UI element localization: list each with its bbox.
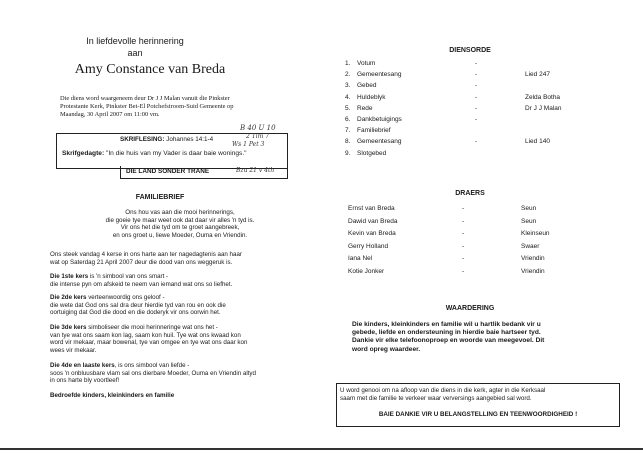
bearer-name: Iana Nel: [348, 255, 373, 263]
order-number: 5.: [345, 104, 351, 112]
order-number: 2.: [345, 71, 351, 79]
text-line: wat op Saterdag 21 April 2007 deur die dood van ons weggeruk is.: [50, 258, 233, 266]
candle-lead: Die 3de kers: [50, 324, 87, 331]
service-line: Protestante Kerk, Pinkster Bet-El Potchefstroom-Suid Gemeente op: [60, 103, 234, 111]
motto-label: Skrifgedagte:: [62, 150, 105, 157]
bearer-name: Dawid van Breda: [348, 217, 398, 225]
text-line: simboliseer die mooi herinneringe wat ons het -: [86, 324, 218, 331]
order-number: 1.: [345, 60, 351, 67]
candle-4: [50, 362, 300, 385]
text-line: oortuiging dat God die dood en die doderyk vir ons oorwin het.: [50, 309, 221, 317]
letter-title: FAMILIEBRIEF: [135, 194, 185, 201]
thanks-line: Dankie vir elke telefoonoproep en woorde van meegevoel. Dit: [352, 337, 545, 345]
bearer-name: Kotie Jonker: [348, 268, 385, 275]
order-dash: -: [475, 104, 478, 112]
order-item: Rede: [357, 104, 373, 112]
bearer-relation: Seun: [521, 205, 537, 212]
order-item: Gebed: [357, 82, 377, 90]
bearer-name: Kevin van Breda: [348, 230, 396, 238]
poem: [60, 209, 300, 239]
candle-lead: Die 1ste kers: [50, 273, 89, 280]
reception-text: [340, 387, 618, 402]
order-dash: -: [475, 71, 478, 79]
text-line: die wete dat God ons sal dra deur hierdie tyd van rou en ook die: [50, 301, 226, 309]
text-line: verteenwoordig ons geloof -: [86, 294, 165, 301]
heading-in-memory: In liefdevolle herinnering: [86, 36, 184, 46]
candle-lead: Die 4de en laaste kers: [50, 362, 115, 369]
order-number: 7.: [345, 127, 351, 135]
bearer-relation: Vriendin: [521, 255, 545, 263]
order-leader: Lied 140: [525, 138, 550, 146]
bearer-dash: -: [462, 217, 465, 225]
bearer-dash: -: [462, 230, 465, 238]
order-leader: Dr J J Malan: [525, 104, 562, 112]
candle-2: [50, 294, 300, 317]
thanks-line: word opreg waardeer.: [352, 345, 421, 353]
handwritten-land: Bzu 21 v 4th: [236, 167, 275, 174]
order-title: DIENSORDE: [449, 47, 491, 54]
bearer-name: Gerry Holland: [348, 242, 389, 250]
bearer-relation: Swaer: [521, 242, 540, 250]
order-number: 6.: [345, 116, 351, 123]
thanks-title: WAARDERING: [445, 305, 495, 312]
thanks-line: Die kinders, kleinkinders en familie wil u hartlik bedank vir u: [352, 321, 541, 328]
order-leader: Lied 247: [525, 71, 550, 79]
order-leader: Zelda Botha: [525, 93, 561, 101]
candle-lead: Die 2de kers: [50, 294, 87, 301]
text-line: van tye wat ons saam kon lag, saam kon huil. Tye wat ons kwaad kon: [50, 331, 241, 339]
order-dash: -: [475, 60, 478, 67]
poem-line: en ons groet u, liewe Moeder, Ouma en Vriendin.: [112, 231, 248, 239]
order-number: 3.: [345, 82, 351, 90]
text-line: wees vir mekaar.: [50, 346, 97, 354]
poem-line: die goeie tye maar weet ook dat daar vir alles 'n tyd is.: [105, 216, 255, 224]
service-line: Die diens word waargeneem deur Dr J J Malan vanuit die Pinkster: [60, 95, 230, 102]
bottom-border: [0, 448, 643, 450]
bearers-title: DRAERS: [455, 190, 485, 197]
bearer-relation: Seun: [521, 217, 537, 225]
text-line: is 'n simbool van ons smart -: [88, 273, 169, 280]
order-dash: -: [475, 82, 478, 90]
text-line: , is ons simbool van liefde -: [114, 362, 190, 369]
deceased-name: Amy Constance van Breda: [74, 62, 226, 77]
handwritten-scripture-2: Ws 1 Pet 3: [232, 141, 265, 148]
bearer-dash: -: [462, 255, 465, 263]
text-line: word vir mekaar, maar bowenal, tye van omgee en tye wat ons daar kon: [50, 339, 248, 347]
scripture-ref: Johannes 14:1-4: [166, 136, 214, 143]
thanks-line: gebede, liefde en ondersteuning in hierdie baie hartseer tyd.: [352, 329, 541, 337]
order-number: 9.: [345, 149, 351, 157]
order-item: Familiebrief: [357, 127, 391, 135]
bearer-name: Ernst van Breda: [348, 205, 395, 212]
order-item: Slotgebed: [357, 149, 387, 157]
motto-text: "In die huis van my Vader is daar baie wonings.": [105, 150, 247, 157]
order-number: 4.: [345, 93, 351, 101]
service-text: [60, 95, 300, 120]
reception-line: U word genooi om na afloop van die diens in die kerk, agter in die Kerksaal: [340, 387, 546, 394]
footer-thanks: BAIE DANKIE VIR U BELANGSTELLING EN TEENWOORDIGHEID !: [378, 411, 578, 418]
bearer-dash: -: [462, 205, 465, 212]
text-line: Ons steek vandag 4 kerse in ons harte aan ter nagedagtenis aan haar: [50, 251, 242, 258]
poem-line: Ons hou vas aan die mooi herinnerings,: [125, 209, 235, 216]
candle-1: [50, 273, 300, 288]
order-dash: -: [475, 138, 478, 146]
order-item: Votum: [357, 60, 376, 67]
bearer-dash: -: [462, 268, 465, 275]
signoff: Bedroefde kinders, kleinkinders en familie: [50, 392, 175, 399]
poem-line: Vir ons het die tyd om te groet aangebreek,: [120, 224, 240, 232]
order-item: Gemeentesang: [357, 138, 402, 146]
candles-intro: [50, 251, 300, 266]
bearer-relation: Kleinseun: [521, 230, 550, 238]
service-line: Maandag, 30 April 2007 om 11:00 vm.: [60, 111, 160, 119]
handwritten-scripture-1: 2 Tim 7: [246, 133, 270, 140]
thanks-text: [352, 321, 602, 354]
candle-3: [50, 324, 300, 354]
bearer-dash: -: [462, 242, 465, 250]
order-number: 8.: [345, 138, 351, 146]
order-dash: -: [475, 93, 478, 101]
motto-line: [62, 150, 247, 157]
order-dash: -: [475, 116, 478, 123]
order-item: Huldeblyk: [357, 93, 386, 101]
text-line: in ons harte bly voortleef!: [50, 377, 120, 385]
scripture-label: SKRIFLESING:: [120, 136, 165, 143]
handwritten-note-top: B 40 U 10: [240, 124, 276, 132]
text-line: die intense pyn om afskeid te neem van iemand wat ons so liefhet.: [50, 280, 233, 288]
scripture-line: [120, 136, 213, 143]
bearer-relation: Vriendin: [521, 268, 545, 275]
heading-aan: aan: [127, 48, 143, 58]
text-line: soos 'n onbluusbare vlam sal ons dierbare Moeder, Ouma en Vriendin altyd: [50, 369, 256, 377]
order-item: Dankbetuigings: [357, 116, 402, 123]
order-item: Gemeentesang: [357, 71, 402, 79]
reception-line: saam met die familie te verkeer waar verversings aangebied sal word.: [340, 394, 532, 402]
land-label: DIE LAND SONDER TRANE: [126, 168, 210, 175]
